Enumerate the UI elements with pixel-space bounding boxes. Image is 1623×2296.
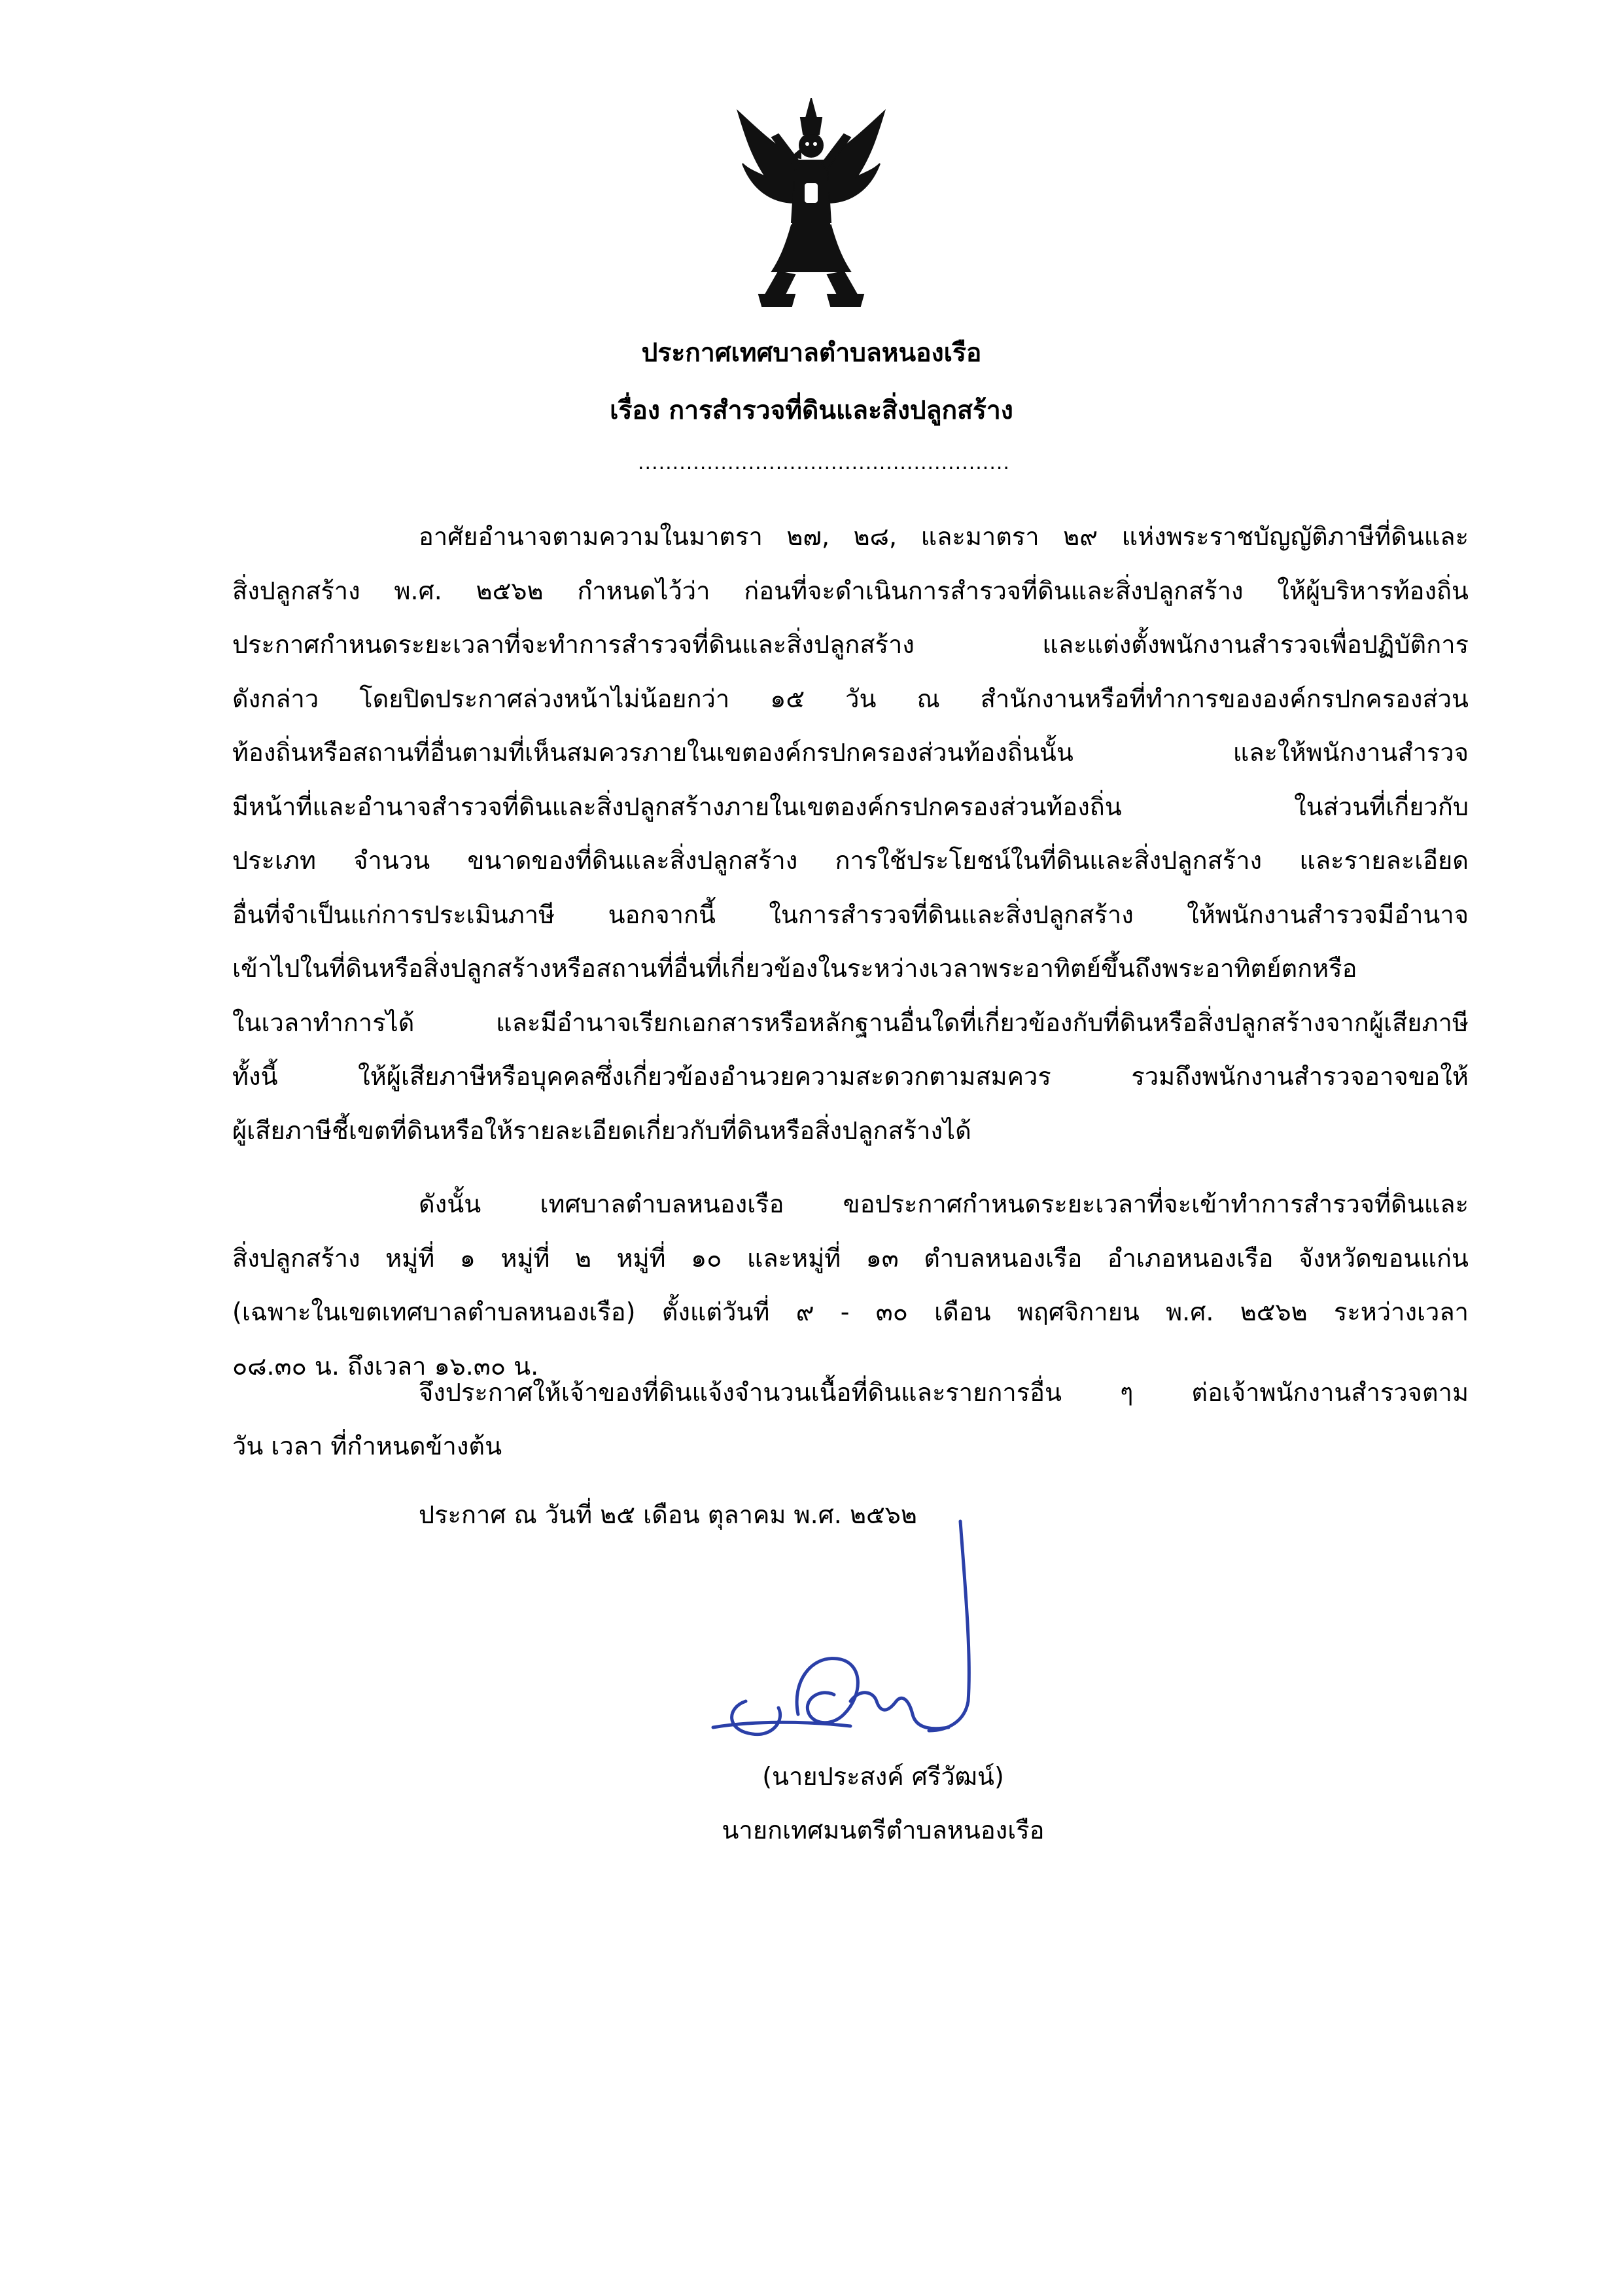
body-line: ดังกล่าว โดยปิดประกาศล่วงหน้าไม่น้อยกว่า ๑๕ วัน ณ สำนักงานหรือที่ทำการขององค์กรปกครองส่วน: [232, 684, 1469, 713]
garuda-emblem-icon: [733, 98, 890, 308]
body-line: ๐๘.๓๐ น. ถึงเวลา ๑๖.๓๐ น.: [232, 1352, 539, 1381]
body-line: จึงประกาศให้เจ้าของที่ดินแจ้งจำนวนเนื้อที่ดินและรายการอื่น ๆ ต่อเจ้าพนักงานสำรวจตาม: [419, 1378, 1469, 1407]
body-line: ประกาศกำหนดระยะเวลาที่จะทำการสำรวจที่ดินและสิ่งปลูกสร้าง และแต่งตั้งพนักงานสำรวจเพื่อปฏิบัติการ: [232, 630, 1469, 659]
body-line: ผู้เสียภาษีชี้เขตที่ดินหรือให้รายละเอียดเกี่ยวกับที่ดินหรือสิ่งปลูกสร้างได้: [232, 1116, 971, 1145]
body-line: อาศัยอำนาจตามความในมาตรา ๒๗, ๒๘, และมาตรา ๒๙ แห่งพระราชบัญญัติภาษีที่ดินและ: [419, 522, 1469, 551]
announce-date: ประกาศ ณ วันที่ ๒๕ เดือน ตุลาคม พ.ศ. ๒๕๖๒: [419, 1500, 917, 1529]
body-line: ในเวลาทำการได้ และมีอำนาจเรียกเอกสารหรือหลักฐานอื่นใดที่เกี่ยวข้องกับที่ดินหรือสิ่งปลูกสร้างจากผู้เสียภาษี: [232, 1008, 1469, 1037]
body-line: อื่นที่จำเป็นแก่การประเมินภาษี นอกจากนี้ ในการสำรวจที่ดินและสิ่งปลูกสร้าง ให้พนักงานสำรวจมีอำนาจ: [232, 900, 1469, 929]
body-line: (เฉพาะในเขตเทศบาลตำบลหนองเรือ) ตั้งแต่วันที่ ๙ - ๓๐ เดือน พฤศจิกายน พ.ศ. ๒๕๖๒ ระหว่างเวลา: [232, 1298, 1469, 1326]
title-separator: ......................................................: [638, 451, 1010, 474]
body-line: ท้องถิ่นหรือสถานที่อื่นตามที่เห็นสมควรภายในเขตองค์กรปกครองส่วนท้องถิ่นนั้น และให้พนักงานสำรวจ: [232, 738, 1469, 767]
body-line: มีหน้าที่และอำนาจสำรวจที่ดินและสิ่งปลูกสร้างภายในเขตองค์กรปกครองส่วนท้องถิ่น ในส่วนที่เกี่ยวกับ: [232, 792, 1469, 821]
body-line: สิ่งปลูกสร้าง หมู่ที่ ๑ หมู่ที่ ๒ หมู่ที่ ๑๐ และหมู่ที่ ๑๓ ตำบลหนองเรือ อำเภอหนองเรือ จังหวัดขอนแก่น: [232, 1244, 1469, 1273]
document-subject: เรื่อง การสำรวจที่ดินและสิ่งปลูกสร้าง: [610, 396, 1013, 425]
body-line: สิ่งปลูกสร้าง พ.ศ. ๒๕๖๒ กำหนดไว้ว่า ก่อนที่จะดำเนินการสำรวจที่ดินและสิ่งปลูกสร้าง ให้ผู้บริหารท้องถิ่น: [232, 576, 1469, 605]
body-line: เข้าไปในที่ดินหรือสิ่งปลูกสร้างหรือสถานที่อื่นที่เกี่ยวข้องในระหว่างเวลาพระอาทิตย์ขึ้นถึงพระอาทิตย์ตกหรือ: [232, 954, 1357, 983]
body-line: ดังนั้น เทศบาลตำบลหนองเรือ ขอประกาศกำหนดระยะเวลาที่จะเข้าทำการสำรวจที่ดินและ: [419, 1190, 1469, 1218]
body-line: ทั้งนี้ ให้ผู้เสียภาษีหรือบุคคลซึ่งเกี่ยวข้องอำนวยความสะดวกตามสมควร รวมถึงพนักงานสำรวจอาจขอให้: [232, 1062, 1469, 1091]
signer-position: นายกเทศมนตรีตำบลหนองเรือ: [722, 1816, 1045, 1845]
body-line: วัน เวลา ที่กำหนดข้างต้น: [232, 1432, 502, 1460]
signature-image: [700, 1505, 1040, 1767]
document-title: ประกาศเทศบาลตำบลหนองเรือ: [641, 338, 982, 368]
signer-name: (นายประสงค์ ศรีวัฒน์): [762, 1762, 1004, 1791]
body-line: ประเภท จำนวน ขนาดของที่ดินและสิ่งปลูกสร้าง การใช้ประโยชน์ในที่ดินและสิ่งปลูกสร้าง และรายละเอียด: [232, 846, 1469, 875]
